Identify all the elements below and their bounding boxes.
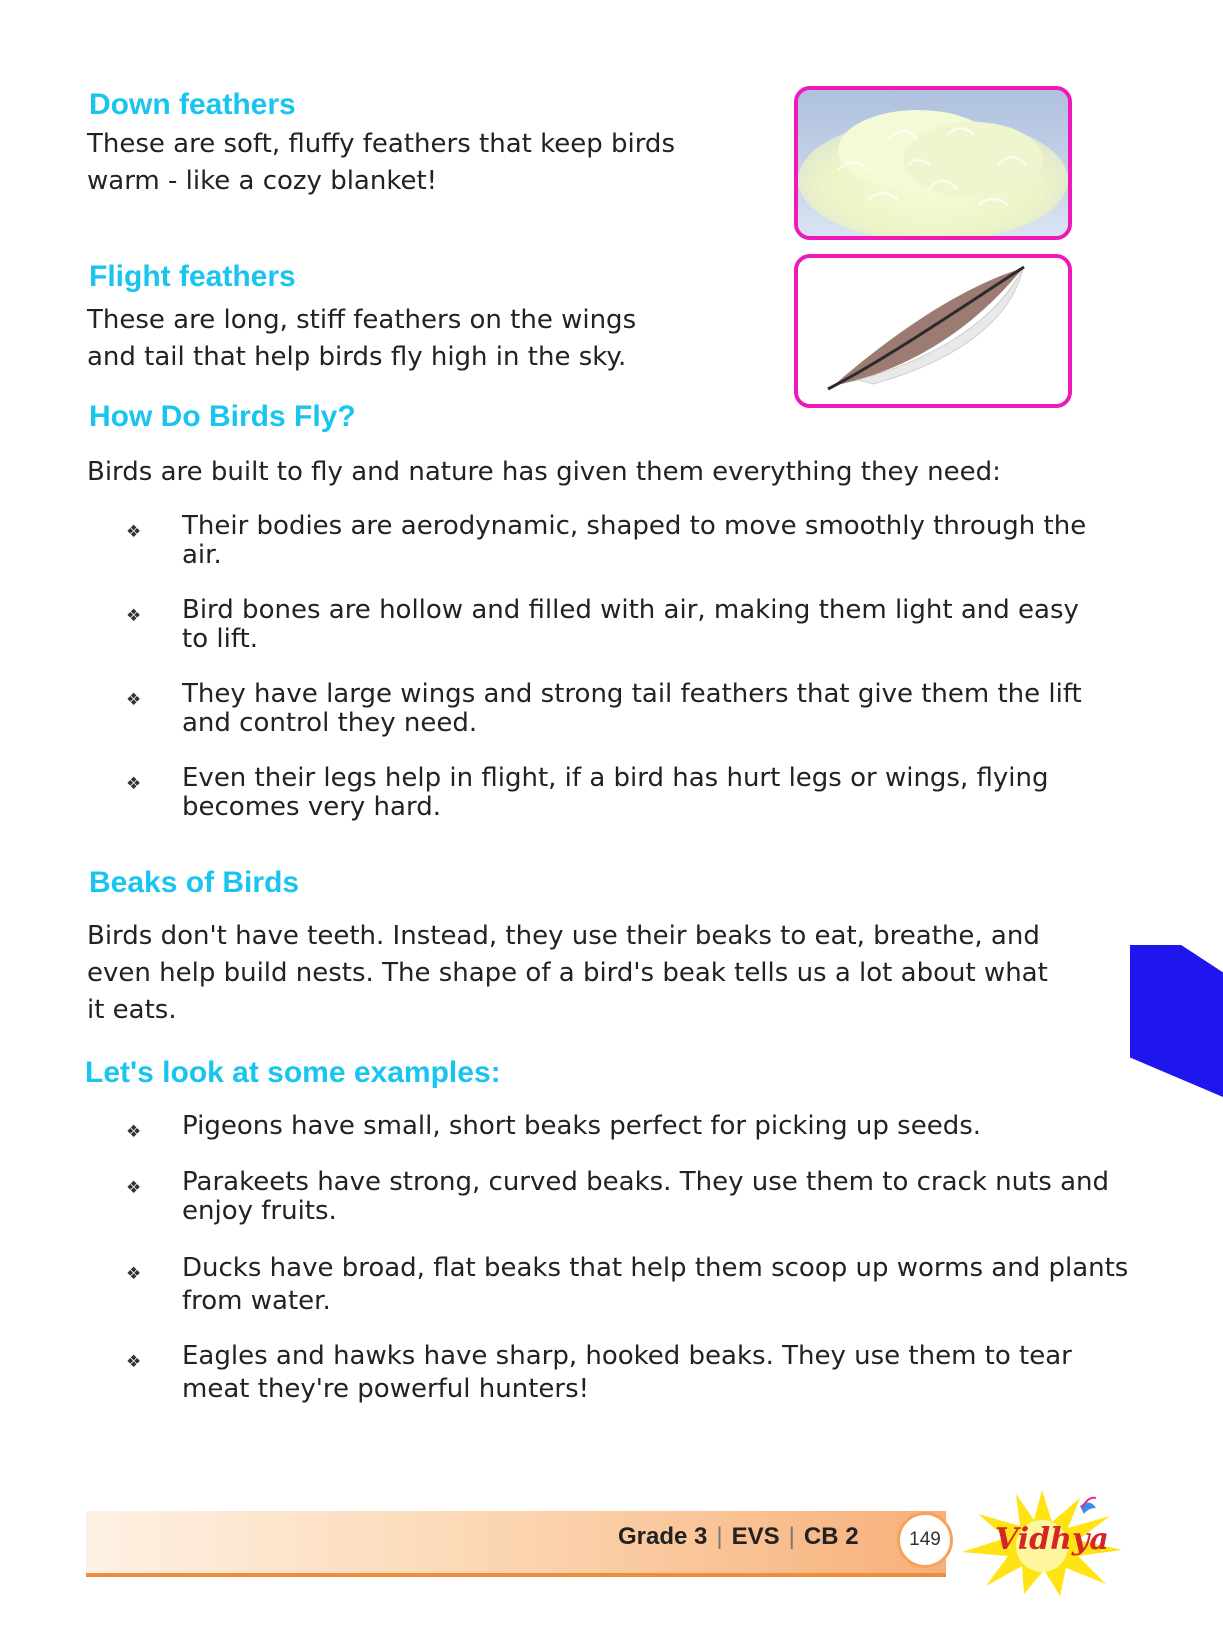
list-item-text: Parakeets have strong, curved beaks. They use them to crack nuts and enjoy fruits. — [182, 1167, 1110, 1226]
list-item-text: Eagles and hawks have sharp, hooked beaks. They use them to tear meat they're powerful hunters! — [182, 1341, 1072, 1404]
text-line: warm - like a cozy blanket! — [87, 166, 438, 196]
diamond-bullet-icon: ❖ — [126, 1178, 142, 1198]
down-feathers-image — [794, 86, 1072, 240]
text-line: even help build nests. The shape of a bird's beak tells us a lot about what — [87, 958, 1048, 988]
heading-down-feathers: Down feathers — [89, 88, 296, 121]
list-item — [120, 512, 1110, 568]
flight-feather-image — [794, 254, 1072, 408]
list-item — [120, 1112, 1130, 1142]
list-item — [120, 1340, 1130, 1402]
list-item-text: They have large wings and strong tail feathers that give them the lift and control they need. — [182, 679, 1082, 738]
list-item — [120, 1168, 1130, 1226]
text-line: Birds don't have teeth. Instead, they use their beaks to eat, breathe, and — [87, 921, 1040, 951]
diamond-bullet-icon: ❖ — [126, 1122, 142, 1142]
fly-facts-list — [120, 512, 1110, 820]
heading-examples: Let's look at some examples: — [85, 1056, 501, 1089]
diamond-bullet-icon: ❖ — [126, 774, 142, 794]
footer-book: CB 2 — [803, 1523, 859, 1550]
list-item — [120, 596, 1110, 652]
text-line: These are soft, fluffy feathers that keep birds — [87, 129, 675, 159]
heading-flight-feathers: Flight feathers — [89, 260, 296, 293]
text-line: These are long, stiff feathers on the wings — [87, 305, 637, 335]
diamond-bullet-icon: ❖ — [126, 690, 142, 710]
list-item — [120, 764, 1110, 820]
diamond-bullet-icon: ❖ — [126, 522, 142, 542]
page-number-text: 149 — [909, 1529, 941, 1550]
paragraph-fly-intro: Birds are built to fly and nature has given them everything they need: — [87, 457, 1001, 487]
diamond-bullet-icon: ❖ — [126, 1352, 142, 1372]
footer-separator: | — [788, 1523, 795, 1550]
flight-feather-illustration — [798, 258, 1068, 404]
logo-text: Vidhya — [995, 1522, 1109, 1557]
list-item-text: Ducks have broad, flat beaks that help them scoop up worms and plants from water. — [182, 1253, 1129, 1316]
footer-grade: Grade 3 — [618, 1523, 708, 1550]
text-line: and tail that help birds fly high in the sky. — [87, 342, 627, 372]
down-feathers-illustration — [798, 90, 1068, 236]
diamond-bullet-icon: ❖ — [126, 606, 142, 626]
page-number — [897, 1512, 953, 1568]
list-item — [120, 1252, 1130, 1314]
list-item-text: Even their legs help in flight, if a bird has hurt legs or wings, flying becomes very hard. — [182, 763, 1049, 822]
heading-beaks-of-birds: Beaks of Birds — [89, 866, 300, 899]
footer-book-info — [618, 1523, 859, 1551]
diamond-bullet-icon: ❖ — [126, 1264, 142, 1284]
list-item-text: Their bodies are aerodynamic, shaped to move smoothly through the air. — [182, 511, 1087, 570]
paragraph-flight-feathers — [87, 302, 636, 376]
paragraph-down-feathers — [87, 126, 675, 200]
heading-how-birds-fly: How Do Birds Fly? — [89, 400, 356, 433]
side-tab-marker — [1130, 945, 1223, 1097]
footer-subject: EVS — [731, 1523, 780, 1550]
list-item-text: Bird bones are hollow and filled with air, making them light and easy to lift. — [182, 595, 1079, 654]
list-item-text: Pigeons have small, short beaks perfect for picking up seeds. — [182, 1111, 982, 1141]
paragraph-beaks — [87, 918, 1048, 1029]
text-line: it eats. — [87, 995, 177, 1025]
list-item — [120, 680, 1110, 736]
beak-examples-list — [120, 1112, 1130, 1402]
footer-separator: | — [716, 1523, 723, 1550]
